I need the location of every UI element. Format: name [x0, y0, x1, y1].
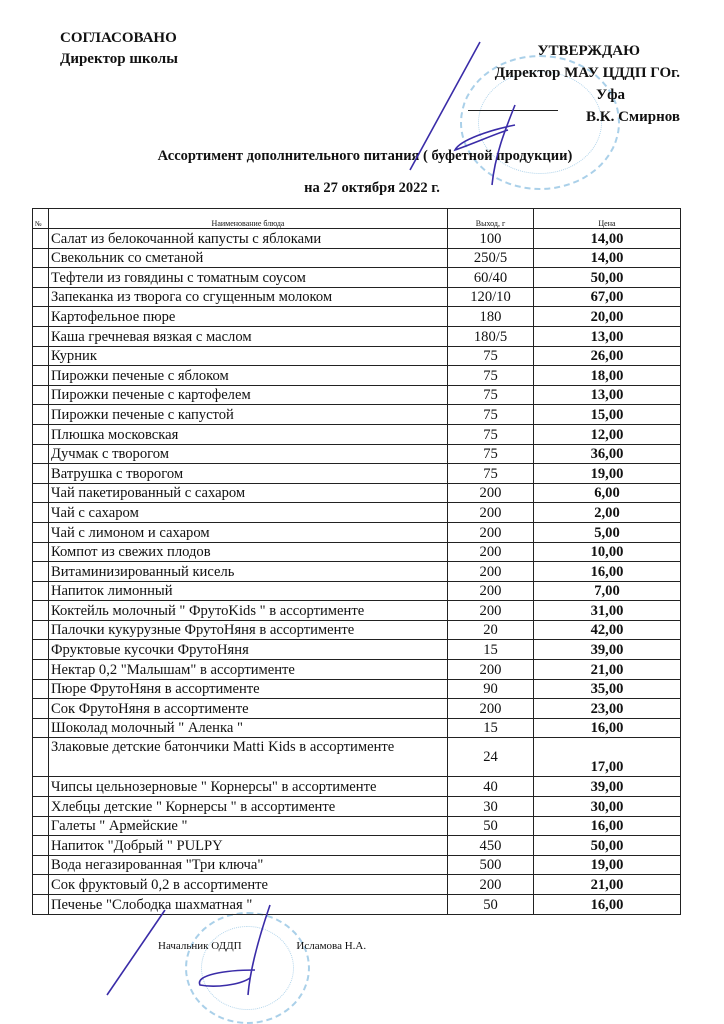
footer-signature [158, 940, 366, 952]
cell-num [33, 229, 49, 249]
cell-yield: 20 [448, 620, 534, 640]
cell-num [33, 895, 49, 915]
cell-yield: 24 [448, 738, 534, 777]
cell-price: 26,00 [534, 346, 681, 366]
cell-num [33, 718, 49, 738]
cell-yield: 200 [448, 562, 534, 582]
table-row [33, 522, 681, 542]
cell-price: 67,00 [534, 287, 681, 307]
cell-name: Курник [49, 346, 448, 366]
table-row [33, 326, 681, 346]
cell-name: Картофельное пюре [49, 307, 448, 327]
cell-name: Тефтели из говядины с томатным соусом [49, 268, 448, 288]
cell-price: 16,00 [534, 718, 681, 738]
approval-left-block [60, 28, 178, 70]
table-row [33, 660, 681, 680]
table-row [33, 444, 681, 464]
cell-name: Компот из свежих плодов [49, 542, 448, 562]
cell-num [33, 346, 49, 366]
table-row [33, 346, 681, 366]
cell-yield: 75 [448, 464, 534, 484]
approval-left-position: Директор школы [60, 51, 178, 67]
cell-num [33, 542, 49, 562]
cell-num [33, 483, 49, 503]
cell-num [33, 268, 49, 288]
table-row [33, 679, 681, 699]
table-row [33, 816, 681, 836]
cell-price: 15,00 [534, 405, 681, 425]
cell-yield: 450 [448, 836, 534, 856]
cell-price: 12,00 [534, 424, 681, 444]
header-price: Цена [534, 209, 681, 229]
header-yield: Выход, г [448, 209, 534, 229]
cell-num [33, 385, 49, 405]
cell-yield: 200 [448, 542, 534, 562]
cell-name: Плюшка московская [49, 424, 448, 444]
cell-num [33, 366, 49, 386]
table-row [33, 836, 681, 856]
cell-price: 42,00 [534, 620, 681, 640]
cell-name: Каша гречневая вязкая с маслом [49, 326, 448, 346]
cell-price: 35,00 [534, 679, 681, 699]
cell-yield: 200 [448, 601, 534, 621]
cell-price: 19,00 [534, 855, 681, 875]
approval-right-position: Директор МАУ ЦДДП ГОг. [494, 65, 680, 81]
official-stamp-bottom [185, 912, 310, 1024]
table-row [33, 424, 681, 444]
cell-price: 10,00 [534, 542, 681, 562]
table-row [33, 620, 681, 640]
cell-name: Палочки кукурузные ФрутоНяня в ассортименте [49, 620, 448, 640]
cell-yield: 75 [448, 424, 534, 444]
footer-position: Начальник ОДДП [158, 940, 242, 952]
cell-num [33, 326, 49, 346]
cell-yield: 120/10 [448, 287, 534, 307]
cell-yield: 75 [448, 405, 534, 425]
table-row [33, 797, 681, 817]
cell-yield: 75 [448, 366, 534, 386]
cell-name: Витаминизированный кисель [49, 562, 448, 582]
cell-num [33, 287, 49, 307]
cell-yield: 500 [448, 855, 534, 875]
cell-name: Дучмак с творогом [49, 444, 448, 464]
cell-yield: 30 [448, 797, 534, 817]
table-row [33, 385, 681, 405]
cell-yield: 200 [448, 660, 534, 680]
table-row [33, 562, 681, 582]
cell-yield: 50 [448, 816, 534, 836]
table-row [33, 268, 681, 288]
cell-num [33, 836, 49, 856]
cell-price: 30,00 [534, 797, 681, 817]
cell-yield: 40 [448, 777, 534, 797]
table-row [33, 287, 681, 307]
table-row [33, 248, 681, 268]
table-row [33, 307, 681, 327]
cell-price: 13,00 [534, 326, 681, 346]
table-row [33, 718, 681, 738]
table-row [33, 464, 681, 484]
cell-num [33, 875, 49, 895]
cell-name: Пирожки печеные с яблоком [49, 366, 448, 386]
cell-price: 16,00 [534, 816, 681, 836]
cell-price: 39,00 [534, 777, 681, 797]
cell-name: Хлебцы детские " Корнерсы " в ассортименте [49, 797, 448, 817]
table-row [33, 542, 681, 562]
cell-yield: 90 [448, 679, 534, 699]
cell-num [33, 738, 49, 777]
document-date: на 27 октября 2022 г. [304, 180, 440, 196]
menu-table [32, 208, 681, 915]
cell-name: Напиток "Добрый " PULPY [49, 836, 448, 856]
cell-yield: 75 [448, 346, 534, 366]
table-row [33, 581, 681, 601]
document-title: Ассортимент дополнительного питания ( буфетной продукции) [157, 148, 573, 164]
cell-num [33, 777, 49, 797]
table-row [33, 483, 681, 503]
cell-name: Чипсы цельнозерновые " Корнерсы" в ассортименте [49, 777, 448, 797]
approval-right-name: В.К. Смирнов [585, 109, 680, 125]
cell-price: 14,00 [534, 248, 681, 268]
table-row [33, 405, 681, 425]
table-row [33, 738, 681, 777]
cell-yield: 15 [448, 718, 534, 738]
cell-yield: 200 [448, 581, 534, 601]
cell-price: 36,00 [534, 444, 681, 464]
cell-name: Свекольник со сметаной [49, 248, 448, 268]
cell-name: Пирожки печеные с капустой [49, 405, 448, 425]
cell-num [33, 503, 49, 523]
cell-yield: 180/5 [448, 326, 534, 346]
cell-name: Галеты " Армейские " [49, 816, 448, 836]
cell-price: 31,00 [534, 601, 681, 621]
table-row [33, 777, 681, 797]
cell-yield: 60/40 [448, 268, 534, 288]
cell-yield: 50 [448, 895, 534, 915]
cell-num [33, 522, 49, 542]
table-row [33, 366, 681, 386]
cell-name: Чай с лимоном и сахаром [49, 522, 448, 542]
cell-name: Шоколад молочный " Аленка " [49, 718, 448, 738]
cell-price: 21,00 [534, 875, 681, 895]
cell-name: Салат из белокочанной капусты с яблоками [49, 229, 448, 249]
cell-yield: 250/5 [448, 248, 534, 268]
cell-price: 19,00 [534, 464, 681, 484]
cell-num [33, 797, 49, 817]
cell-name: Сок ФрутоНяня в ассортименте [49, 699, 448, 719]
cell-name: Вода негазированная "Три ключа" [49, 855, 448, 875]
cell-price: 6,00 [534, 483, 681, 503]
cell-name: Фруктовые кусочки ФрутоНяня [49, 640, 448, 660]
cell-yield: 200 [448, 699, 534, 719]
cell-num [33, 816, 49, 836]
cell-name: Коктейль молочный " ФрутоKids " в ассортименте [49, 601, 448, 621]
footer-name: Исламова Н.А. [296, 940, 367, 952]
cell-yield: 100 [448, 229, 534, 249]
cell-price: 2,00 [534, 503, 681, 523]
cell-price: 18,00 [534, 366, 681, 386]
cell-num [33, 601, 49, 621]
cell-name: Чай пакетированный с сахаром [49, 483, 448, 503]
cell-yield: 200 [448, 522, 534, 542]
cell-price: 7,00 [534, 581, 681, 601]
cell-price: 50,00 [534, 268, 681, 288]
cell-yield: 180 [448, 307, 534, 327]
header-name: Наименование блюда [49, 209, 448, 229]
cell-num [33, 405, 49, 425]
cell-num [33, 444, 49, 464]
cell-name: Пюре ФрутоНяня в ассортименте [49, 679, 448, 699]
cell-yield: 200 [448, 483, 534, 503]
cell-price: 13,00 [534, 385, 681, 405]
cell-price: 20,00 [534, 307, 681, 327]
approval-right-city: Уфа [596, 87, 625, 103]
table-row [33, 601, 681, 621]
table-row [33, 503, 681, 523]
signature-line [468, 110, 558, 111]
cell-name: Пирожки печеные с картофелем [49, 385, 448, 405]
cell-name: Сок фруктовый 0,2 в ассортименте [49, 875, 448, 895]
cell-num [33, 640, 49, 660]
cell-name: Нектар 0,2 "Малышам" в ассортименте [49, 660, 448, 680]
cell-num [33, 660, 49, 680]
table-row [33, 699, 681, 719]
table-row [33, 875, 681, 895]
cell-yield: 200 [448, 875, 534, 895]
cell-num [33, 562, 49, 582]
table-row [33, 895, 681, 915]
cell-yield: 75 [448, 385, 534, 405]
header-num: № [33, 209, 49, 229]
cell-yield: 75 [448, 444, 534, 464]
cell-num [33, 424, 49, 444]
approval-left-title: СОГЛАСОВАНО [60, 30, 177, 46]
table-header-row [33, 209, 681, 229]
cell-name: Запеканка из творога со сгущенным молоком [49, 287, 448, 307]
cell-name: Напиток лимонный [49, 581, 448, 601]
cell-name: Чай с сахаром [49, 503, 448, 523]
cell-price: 14,00 [534, 229, 681, 249]
cell-num [33, 699, 49, 719]
cell-price: 39,00 [534, 640, 681, 660]
cell-yield: 15 [448, 640, 534, 660]
table-row [33, 855, 681, 875]
cell-price: 16,00 [534, 562, 681, 582]
cell-name: Печенье "Слободка шахматная " [49, 895, 448, 915]
approval-right-title: УТВЕРЖДАЮ [537, 43, 640, 59]
cell-num [33, 620, 49, 640]
cell-num [33, 248, 49, 268]
cell-price: 23,00 [534, 699, 681, 719]
cell-price: 17,00 [534, 738, 681, 777]
cell-price: 5,00 [534, 522, 681, 542]
table-row [33, 229, 681, 249]
cell-num [33, 307, 49, 327]
table-row [33, 640, 681, 660]
cell-price: 50,00 [534, 836, 681, 856]
approval-right-block [455, 40, 680, 128]
cell-num [33, 679, 49, 699]
cell-price: 21,00 [534, 660, 681, 680]
cell-yield: 200 [448, 503, 534, 523]
cell-num [33, 855, 49, 875]
cell-num [33, 581, 49, 601]
cell-price: 16,00 [534, 895, 681, 915]
cell-name: Злаковые детские батончики Matti Kids в ассортименте [49, 738, 448, 777]
cell-num [33, 464, 49, 484]
cell-name: Ватрушка с творогом [49, 464, 448, 484]
